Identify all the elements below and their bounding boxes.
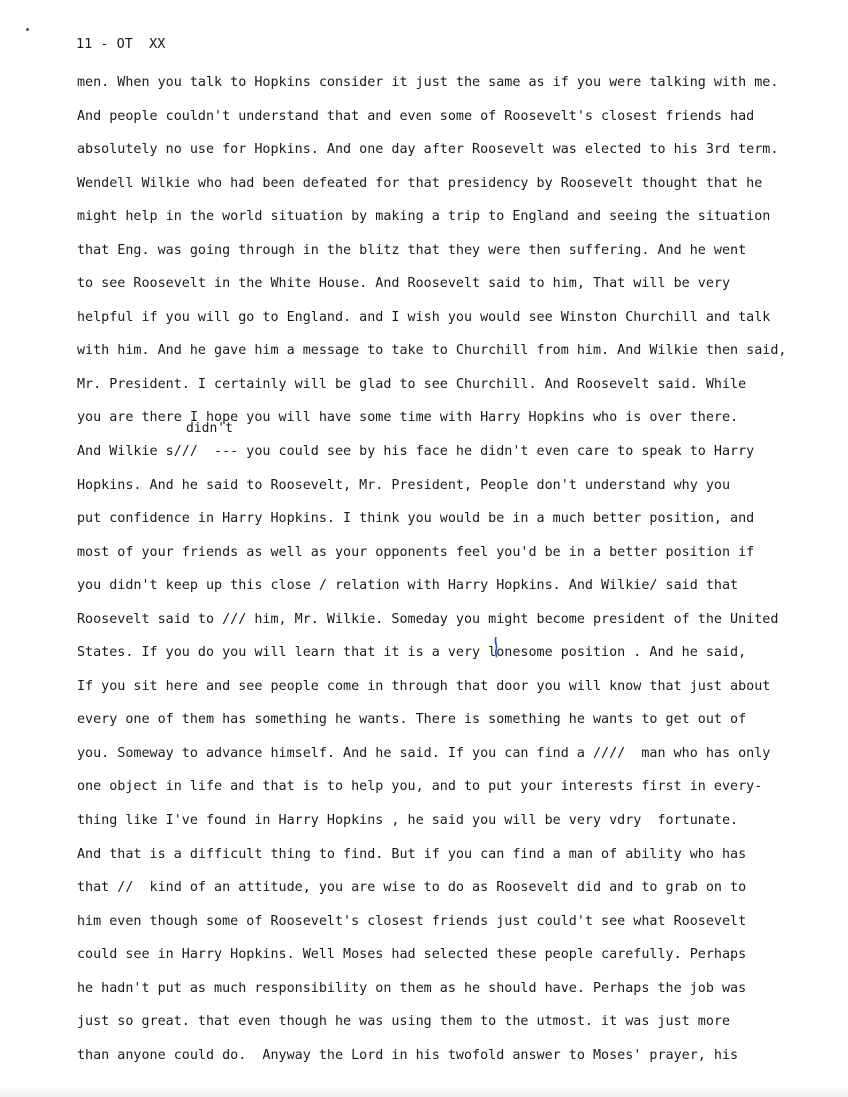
text-line: one object in life and that is to help you, and to put your interests first in every-: [77, 779, 763, 795]
text-line: Roosevelt said to /// him, Mr. Wilkie. Someday you might become president of the United: [77, 611, 779, 627]
text-line: Hopkins. And he said to Roosevelt, Mr. President, People don't understand why you: [77, 477, 731, 493]
text-line: If you sit here and see people come in through that door you will know that just about: [77, 678, 771, 694]
text-line: most of your friends as well as your opponents feel you'd be in a better position if: [77, 544, 755, 560]
text-line: And Wilkie s/// --- you could see by his face he didn't even care to speak to Harry: [77, 444, 755, 460]
text-line: Wendell Wilkie who had been defeated for that presidency by Roosevelt thought that he: [77, 175, 763, 191]
text-line: he hadn't put as much responsibility on them as he should have. Perhaps the job was: [77, 980, 747, 996]
text-line: put confidence in Harry Hopkins. I think you would be in a much better position, and: [77, 511, 755, 527]
interlinear-correction: didn't: [186, 421, 233, 436]
text-line: you didn't keep up this close / relation with Harry Hopkins. And Wilkie/ said that: [77, 578, 739, 594]
text-line: might help in the world situation by making a trip to England and seeing the situation: [77, 209, 771, 225]
text-line: with him. And he gave him a message to take to Churchill from him. And Wilkie then said,: [77, 343, 787, 359]
body-text: [77, 66, 827, 1072]
paper-speck: [26, 28, 29, 31]
text-line: every one of them has something he wants. There is something he wants to get out of: [77, 712, 747, 728]
text-line: that Eng. was going through in the blitz that they were then suffering. And he went: [77, 242, 747, 258]
text-line: States. If you do you will learn that it is a very lonesome position . And he said,: [77, 645, 747, 661]
text-line: you are there I hope you will have some time with Harry Hopkins who is over there.: [77, 410, 739, 426]
text-line: you. Someway to advance himself. And he said. If you can find a //// man who has only: [77, 745, 771, 761]
text-line: And people couldn't understand that and even some of Roosevelt's closest friends had: [77, 108, 755, 124]
text-line: him even though some of Roosevelt's closest friends just could't see what Roosevelt: [77, 913, 747, 929]
text-line: could see in Harry Hopkins. Well Moses had selected these people carefully. Perhaps: [77, 947, 747, 963]
text-line: And that is a difficult thing to find. But if you can find a man of ability who has: [77, 846, 747, 862]
text-line: thing like I've found in Harry Hopkins , he said you will be very vdry fortunate.: [77, 813, 739, 829]
text-line: just so great. that even though he was using them to the utmost. it was just more: [77, 1014, 731, 1030]
page-edge-shadow: [0, 1087, 848, 1097]
text-line: that // kind of an attitude, you are wise to do as Roosevelt did and to grab on to: [77, 880, 747, 896]
text-line: to see Roosevelt in the White House. And Roosevelt said to him, That will be very: [77, 276, 731, 292]
text-line: absolutely no use for Hopkins. And one day after Roosevelt was elected to his 3rd term.: [77, 142, 779, 158]
text-line: helpful if you will go to England. and I wish you would see Winston Churchill and talk: [77, 309, 771, 325]
text-line: Mr. President. I certainly will be glad to see Churchill. And Roosevelt said. While: [77, 376, 747, 392]
pen-correction-mark: [493, 636, 499, 658]
text-line: men. When you talk to Hopkins consider it just the same as if you were talking with me.: [77, 75, 779, 90]
page-header: 11 - OT XX: [76, 36, 166, 52]
text-line: than anyone could do. Anyway the Lord in his twofold answer to Moses' prayer, his: [77, 1047, 739, 1063]
